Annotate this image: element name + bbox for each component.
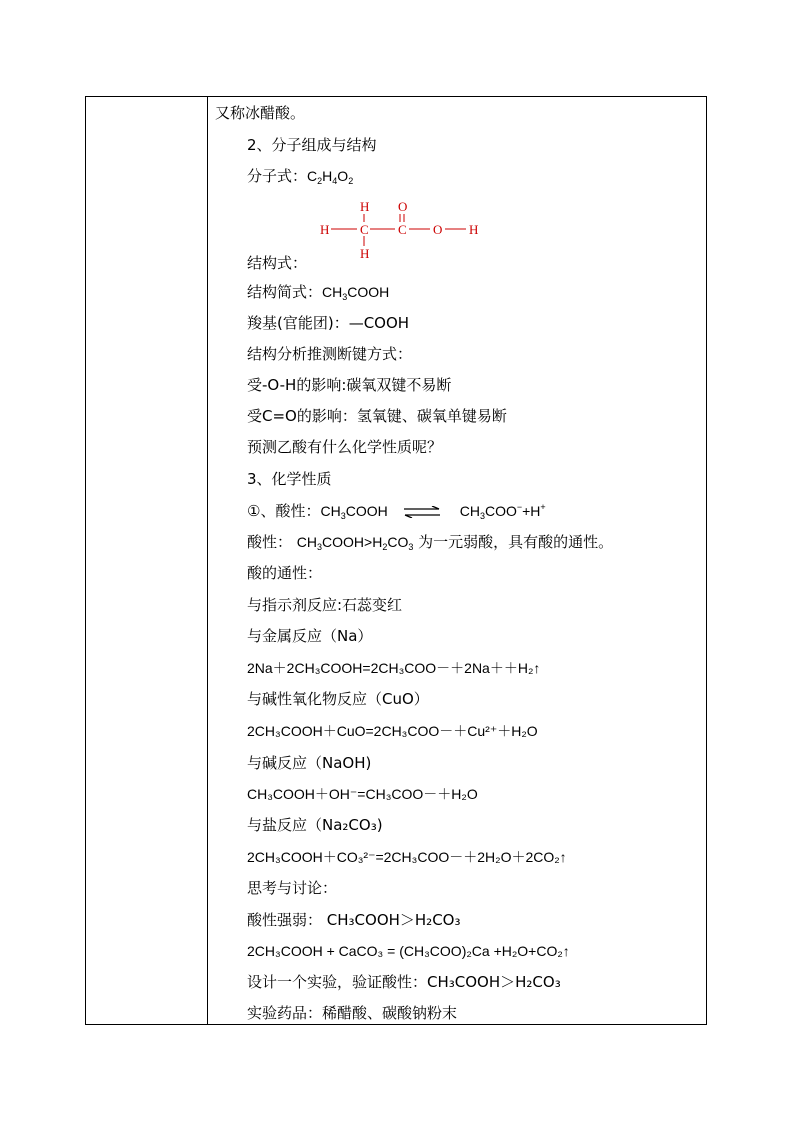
text-line: 结构分析推测断键方式： xyxy=(247,345,413,363)
equation-line: 2CH₃COOH＋CuO=2CH₃COO－＋Cu²⁺＋H₂O xyxy=(247,723,538,739)
molecular-formula-line: 分子式：$C_2H_4O_2$ xyxy=(247,167,354,186)
atom-h-top: H xyxy=(360,199,370,214)
atom-c2: C xyxy=(398,222,407,237)
atom-o-double: O xyxy=(398,199,408,214)
text-line: 与碱性氧化物反应（CuO） xyxy=(247,690,429,708)
atom-h-bottom: H xyxy=(360,246,370,261)
atom-h-left: H xyxy=(320,222,330,237)
text-line: 与金属反应（Na） xyxy=(247,627,373,645)
text-line: 酸性强弱： CH₃COOH＞H₂CO₃ xyxy=(247,911,461,929)
atom-o-single: O xyxy=(433,222,443,237)
text-line: 受C=O的影响：氢氧键、碳氧单键易断 xyxy=(247,407,507,425)
equation-line: 2CH₃COOH + CaCO₃ = (CH₃COO)₂Ca +H₂O+CO₂↑ xyxy=(247,943,570,959)
text-line: 又称冰醋酸。 xyxy=(215,104,306,122)
acidity-equation-line: ①、酸性：$CH_3COOH$ $CH_3COO^-+H^+$ xyxy=(247,502,546,521)
text-line: 与指示剂反应:石蕊变红 xyxy=(247,596,403,614)
atom-h-right: H xyxy=(469,222,479,237)
equation-line: CH₃COOH＋OH⁻=CH₃COO－＋H₂O xyxy=(247,786,478,802)
structural-formula-diagram xyxy=(320,197,490,261)
text-line: 思考与讨论： xyxy=(247,879,338,897)
text-line: 受-O-H的影响:碳氧双键不易断 xyxy=(247,376,452,394)
equation-line: 2CH₃COOH＋CO₃²⁻=2CH₃COO－＋2H₂O＋2CO₂↑ xyxy=(247,849,567,865)
text-line: 与盐反应（Na₂CO₃) xyxy=(247,816,383,834)
section-heading: 3、化学性质 xyxy=(247,470,332,488)
label: 分子式： xyxy=(247,167,308,185)
acidity-compare-line: 酸性： $CH_3COOH>H_2CO_3$ 为一元弱酸，具有酸的通性。 xyxy=(247,533,614,552)
content-cell xyxy=(208,97,706,1024)
text-line: 实验药品：稀醋酸、碳酸钠粉末 xyxy=(247,1004,458,1022)
content-table xyxy=(85,96,707,1025)
text-line: 结构式： xyxy=(247,254,308,272)
text-line: 预测乙酸有什么化学性质呢？ xyxy=(247,438,443,456)
text-line: 羧基(官能团)：—COOH xyxy=(247,314,410,332)
condensed-formula-line: 结构简式：$CH_3COOH$ xyxy=(247,283,390,302)
atom-c1: C xyxy=(360,222,369,237)
text-line: 与碱反应（NaOH) xyxy=(247,754,372,772)
section-heading: 2、分子组成与结构 xyxy=(247,136,377,154)
text-line: 酸的通性： xyxy=(247,564,323,582)
equilibrium-arrow-icon xyxy=(404,506,440,518)
text-line: 设计一个实验，验证酸性：CH₃COOH＞H₂CO₃ xyxy=(247,973,561,991)
equation-line: 2Na＋2CH₃COOH=2CH₃COO－＋2Na＋＋H₂↑ xyxy=(247,660,541,676)
